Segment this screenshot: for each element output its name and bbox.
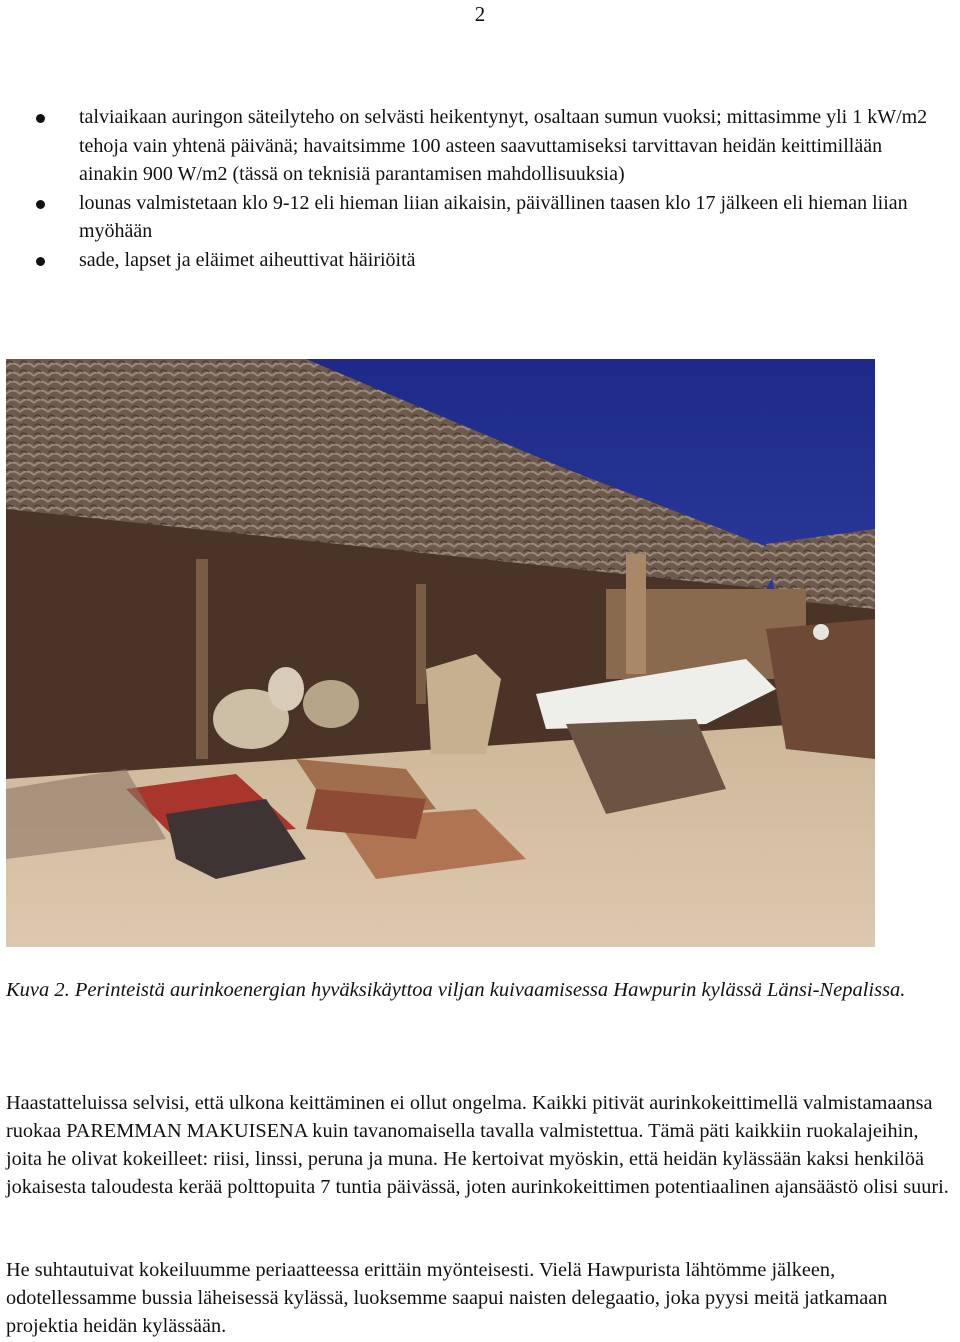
bullet-text: talviaikaan auringon säteilyteho on selvästi heikentynyt, osaltaan sumun vuoksi; mittasimme yli 1 kW/m2 tehoja vain yhtenä päivänä; havaitsimme 100 asteen saavuttamiseksi tarvittavan heidän keittimillään ainakin 900 W/m2 (tässä on teknisiä parantamisen mahdollisuuksia): [79, 106, 928, 185]
page-number: 2: [474, 2, 486, 26]
figure-caption: Kuva 2. Perinteistä aurinkoenergian hyväksikäyttoa viljan kuivaamisessa Hawpurin kylässä Länsi-Nepalissa.: [6, 979, 906, 1001]
bullet-text: lounas valmistetaan klo 9-12 eli hieman liian aikaisin, päivällinen taasen klo 17 jälkeen eli hieman liian myöhään: [79, 191, 908, 242]
bullet-item: [0, 103, 960, 189]
bullet-dot-icon: [36, 257, 45, 266]
bullet-dot-icon: [36, 200, 45, 209]
body-paragraph: He suhtautuivat kokeiluumme periaatteessa erittäin myönteisesti. Vielä Hawpurista lähtömme jälkeen, odotellessamme bussia läheisessä kylässä, luoksemme saapui naisten delegaatio, joka pyysi meitä jatkamaan projektia heidän kylässään.: [6, 1259, 888, 1337]
bullet-text: sade, lapset ja eläimet aiheuttivat häiriöitä: [79, 248, 416, 271]
bullet-dot-icon: [36, 114, 45, 123]
bullet-item: [0, 189, 960, 246]
village-photo: [6, 359, 875, 947]
body-paragraph: Haastatteluissa selvisi, että ulkona keittäminen ei ollut ongelma. Kaikki pitivät aurinkokeittimellä valmistamaansa ruokaa PAREMMAN MAKUISENA kuin tavanomaisella tavalla valmistettua. Tämä päti kaikkiin ruokalajeihin, joita he olivat kokeilleet: riisi, linssi, peruna ja muna. He kertoivat myöskin, että heidän kylässään kaksi henkilöä jokaisesta taloudesta kerää polttopuita 7 tuntia päivässä, joten aurinkokeittimen potentiaalinen ajansäästö olisi suuri.: [6, 1092, 949, 1198]
bullet-list: [0, 103, 960, 274]
bullet-item: [0, 246, 960, 275]
